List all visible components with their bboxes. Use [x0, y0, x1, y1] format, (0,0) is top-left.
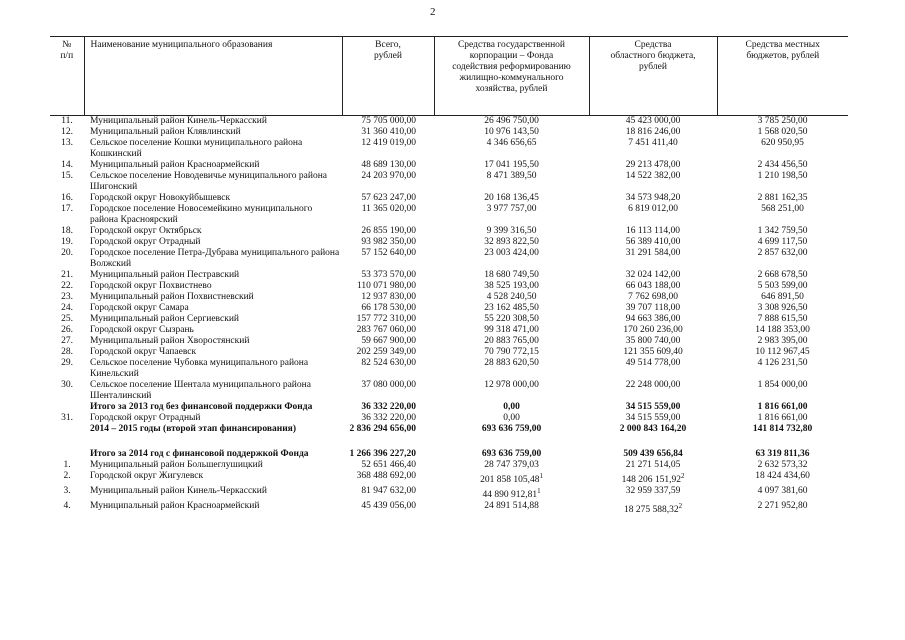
table-row — [50, 138, 848, 160]
regional-amount: 35 800 740,00 — [625, 336, 681, 346]
regional-amount: 22 248 000,00 — [625, 380, 681, 390]
local-amount: 1 816 661,00 — [757, 413, 808, 423]
table-row — [50, 325, 848, 336]
table-row — [50, 226, 848, 237]
row-number: 24. — [61, 303, 73, 313]
table-body — [50, 116, 848, 517]
municipality-name: Городской округ Новокуйбышевск — [90, 193, 231, 203]
fund-amount: 26 496 750,00 — [484, 116, 539, 126]
table-row — [50, 292, 848, 303]
fund-amount: 0,00 — [503, 402, 520, 412]
municipality-name: Городской округ Октябрьск — [90, 226, 202, 236]
local-amount: 620 950,95 — [761, 138, 804, 148]
fund-amount: 10 976 143,50 — [484, 127, 539, 137]
regional-amount: 14 522 382,00 — [625, 171, 681, 181]
footnote-marker: 2 — [678, 502, 683, 511]
municipality-name: Муниципальный район Красноармейский — [90, 160, 260, 170]
municipality-name: Муниципальный район Клявлинский — [90, 127, 241, 137]
fund-amount: 20 168 136,45 — [484, 193, 539, 203]
local-amount: 14 188 353,00 — [755, 325, 810, 335]
local-amount: 2 271 952,80 — [757, 501, 808, 512]
row-number: 1. — [63, 460, 71, 470]
fund-amount: 12 978 000,00 — [484, 380, 539, 390]
local-amount: 4 097 381,60 — [757, 486, 808, 497]
row-number: 4. — [63, 501, 71, 512]
fund-amount: 201 858 105,48$^1$ — [480, 472, 543, 486]
header-regional: Средства областного бюджета, рублей — [589, 37, 717, 116]
row-number: 20. — [61, 248, 73, 258]
municipality-name: Муниципальный район Большеглушицкий — [90, 460, 263, 470]
table-row — [50, 127, 848, 138]
funding-table — [50, 36, 848, 516]
municipality-name: Сельское поселение Кошки муниципального района Кошкинский — [90, 138, 303, 159]
local-amount: 7 888 615,50 — [757, 314, 808, 324]
total-amount: 36 332 220,00 — [361, 413, 416, 423]
table-row — [50, 281, 848, 292]
row-number: 3. — [63, 486, 71, 497]
municipality-name: Муниципальный район Кинель-Черкасский — [90, 116, 267, 126]
fund-amount: 24 891 514,88 — [484, 501, 539, 512]
fund-amount: 44 890 912,81$^1$ — [482, 487, 541, 501]
regional-amount: 34 515 559,00 — [625, 413, 681, 423]
municipality-name: Сельское поселение Чубовка муниципального района Кинельский — [90, 358, 309, 379]
local-amount: 1 568 020,50 — [757, 127, 808, 137]
row-number: 31. — [61, 413, 73, 423]
row-number: 14. — [61, 160, 73, 170]
table-subtotal-row — [50, 402, 848, 413]
local-amount: 4 126 231,50 — [757, 358, 808, 368]
header-total: Всего, рублей — [342, 37, 434, 116]
table-row — [50, 303, 848, 314]
row-number: 13. — [61, 138, 73, 148]
regional-amount: 34 573 948,20 — [625, 193, 681, 203]
header-local: Средства местных бюджетов, рублей — [717, 37, 848, 116]
table-row — [50, 116, 848, 128]
fund-amount: 693 636 759,00 — [481, 424, 542, 434]
table-row — [50, 413, 848, 424]
row-number: 16. — [61, 193, 73, 203]
total-amount: 53 373 570,00 — [361, 270, 416, 280]
total-amount: 52 651 466,40 — [361, 460, 416, 470]
fund-amount: 32 893 822,50 — [484, 237, 539, 247]
total-amount: 26 855 190,00 — [361, 226, 416, 236]
municipality-name: Муниципальный район Хворостянский — [90, 336, 250, 346]
regional-amount: 31 291 584,00 — [625, 248, 681, 258]
row-number: 2. — [63, 471, 71, 481]
fund-amount: 20 883 765,00 — [484, 336, 539, 346]
total-amount: 57 152 640,00 — [361, 248, 416, 258]
row-number — [50, 424, 84, 435]
regional-amount: 56 389 410,00 — [625, 237, 681, 247]
total-amount: 75 705 000,00 — [361, 116, 416, 126]
municipality-name: Муниципальный район Кинель-Черкасский — [90, 486, 267, 497]
municipality-name: Городской округ Чапаевск — [90, 347, 197, 357]
local-amount: 2 881 162,35 — [757, 193, 808, 203]
total-amount: 82 524 630,00 — [361, 358, 416, 368]
row-number: 21. — [61, 270, 73, 280]
table-header — [50, 37, 848, 116]
table-row — [50, 237, 848, 248]
fund-amount: 70 790 772,15 — [484, 347, 539, 357]
fund-amount: 18 680 749,50 — [484, 270, 539, 280]
total-amount: 1 266 396 227,20 — [349, 449, 416, 459]
municipality-name: Городской округ Отрадный — [90, 237, 201, 247]
regional-amount: 170 260 236,00 — [623, 325, 683, 335]
regional-amount: 121 355 609,40 — [623, 347, 683, 357]
table-row — [50, 171, 848, 193]
local-amount: 1 854 000,00 — [757, 380, 808, 390]
local-amount: 3 308 926,50 — [757, 303, 808, 313]
regional-amount: 16 113 114,00 — [626, 226, 680, 236]
fund-amount: 28 747 379,03 — [484, 460, 539, 470]
municipality-name: Сельское поселение Шентала муниципального района Шенталинский — [90, 380, 311, 401]
fund-amount: 8 471 389,50 — [486, 171, 537, 181]
fund-amount: 17 041 195,50 — [484, 160, 539, 170]
local-amount: 2 668 678,50 — [757, 270, 808, 280]
local-amount: 2 434 456,50 — [757, 160, 808, 170]
row-number: 11. — [61, 116, 73, 126]
fund-amount: 23 162 485,50 — [484, 303, 539, 313]
row-number: 23. — [61, 292, 73, 302]
local-amount: 141 814 732,80 — [752, 424, 813, 434]
regional-amount: 66 043 188,00 — [625, 281, 681, 291]
row-number: 17. — [61, 204, 73, 214]
total-amount: 24 203 970,00 — [361, 171, 416, 181]
row-number: 30. — [61, 380, 73, 390]
row-number: 12. — [61, 127, 73, 137]
total-amount: 283 767 060,00 — [356, 325, 416, 335]
total-amount: 45 439 056,00 — [361, 501, 416, 512]
table-row — [50, 358, 848, 380]
table-row — [50, 336, 848, 347]
local-amount: 63 319 811,36 — [755, 449, 810, 459]
local-amount: 1 210 198,50 — [757, 171, 808, 181]
regional-amount: 18 816 246,00 — [625, 127, 681, 137]
local-amount: 1 816 661,00 — [757, 402, 808, 412]
fund-amount: 55 220 308,50 — [484, 314, 539, 324]
total-amount: 93 982 350,00 — [361, 237, 416, 247]
local-amount: 4 699 117,50 — [757, 237, 808, 247]
row-number — [50, 435, 84, 460]
row-number: 18. — [61, 226, 73, 236]
table-row — [50, 501, 848, 516]
regional-amount: 29 213 478,00 — [625, 160, 681, 170]
regional-amount: 49 514 778,00 — [625, 358, 681, 368]
footnote-marker: 2 — [680, 472, 685, 480]
municipality-name: Городской округ Похвистнево — [90, 281, 212, 291]
regional-amount: 34 515 559,00 — [625, 402, 681, 412]
regional-amount: 32 024 142,00 — [625, 270, 681, 280]
total-amount: 48 689 130,00 — [361, 160, 416, 170]
total-amount: 12 419 019,00 — [361, 138, 416, 148]
fund-amount: 693 636 759,00 — [481, 449, 542, 459]
table-row — [50, 347, 848, 358]
municipality-name: Городской округ Жигулевск — [90, 471, 204, 481]
municipality-name: Итого за 2013 год без финансовой поддержки Фонда — [90, 402, 313, 412]
local-amount: 1 342 759,50 — [757, 226, 808, 236]
total-amount: 2 836 294 656,00 — [349, 424, 416, 434]
header-name: Наименование муниципального образования — [84, 37, 342, 116]
municipality-name: Сельское поселение Новодевичье муниципального района Шигонский — [90, 171, 327, 192]
header-fund: Средства государственной корпорации – Фонда содействия реформированию жилищно-коммунального хозяйства, рублей — [434, 37, 589, 116]
regional-amount: 32 959 337,59 — [625, 486, 681, 497]
total-amount: 59 667 900,00 — [361, 336, 416, 346]
regional-amount: 94 663 386,00 — [625, 314, 681, 324]
fund-amount: 3 977 757,00 — [486, 204, 537, 214]
table-row — [50, 380, 848, 402]
table-row — [50, 314, 848, 325]
table-row — [50, 270, 848, 281]
total-amount: 36 332 220,00 — [361, 402, 416, 412]
fund-amount: 23 003 424,00 — [484, 248, 539, 258]
local-amount: 568 251,00 — [761, 204, 804, 214]
regional-amount: 509 439 656,84 — [623, 449, 683, 459]
row-number: 27. — [61, 336, 73, 346]
municipality-name: Муниципальный район Пестравский — [90, 270, 240, 280]
table-subtotal-row — [50, 435, 848, 460]
municipality-name: Итого за 2014 год с финансовой поддержкой Фонда — [90, 449, 309, 459]
local-amount: 2 857 632,00 — [757, 248, 808, 258]
row-number: 25. — [61, 314, 73, 324]
local-amount: 10 112 967,45 — [755, 347, 810, 357]
row-number: 19. — [61, 237, 73, 247]
regional-amount: 2 000 843 164,20 — [619, 424, 687, 434]
row-number: 26. — [61, 325, 73, 335]
total-amount: 157 772 310,00 — [356, 314, 416, 324]
local-amount: 2 632 573,32 — [757, 460, 808, 470]
row-number: 28. — [61, 347, 73, 357]
total-amount: 66 178 530,00 — [361, 303, 416, 313]
municipality-name: Городской округ Самара — [90, 303, 189, 313]
table-subtotal-row — [50, 424, 848, 435]
fund-amount: 4 528 240,50 — [486, 292, 537, 302]
table-row — [50, 460, 848, 471]
regional-amount: 18 275 588,32$^2$ — [623, 502, 683, 516]
total-amount: 37 080 000,00 — [361, 380, 416, 390]
municipality-name: Муниципальный район Похвистневский — [90, 292, 254, 302]
total-amount: 368 488 692,00 — [356, 471, 416, 481]
regional-amount: 45 423 000,00 — [625, 116, 681, 126]
regional-amount: 21 271 514,05 — [625, 460, 681, 470]
table-row — [50, 486, 848, 501]
table-row — [50, 193, 848, 204]
municipality-name: 2014 – 2015 годы (второй этап финансирования) — [90, 424, 296, 434]
local-amount: 18 424 434,60 — [755, 471, 810, 481]
total-amount: 202 259 349,00 — [356, 347, 416, 357]
total-amount: 11 365 020,00 — [361, 204, 416, 214]
local-amount: 3 785 250,00 — [757, 116, 808, 126]
table-row — [50, 204, 848, 226]
local-amount: 5 503 599,00 — [757, 281, 808, 291]
footnote-marker: 1 — [537, 487, 541, 496]
municipality-name: Муниципальный район Сергиевский — [90, 314, 239, 324]
fund-amount: 28 883 620,50 — [484, 358, 539, 368]
row-number — [50, 402, 84, 413]
regional-amount: 7 762 698,00 — [628, 292, 678, 302]
table-row — [50, 248, 848, 270]
local-amount: 2 983 395,00 — [757, 336, 808, 346]
fund-amount: 0,00 — [503, 413, 520, 423]
local-amount: 646 891,50 — [761, 292, 804, 302]
row-number: 15. — [61, 171, 73, 181]
fund-amount: 99 318 471,00 — [484, 325, 539, 335]
header-number: № п/п — [50, 37, 84, 116]
regional-amount: 7 451 411,40 — [628, 138, 678, 148]
fund-amount: 38 525 193,00 — [484, 281, 539, 291]
footnote-marker: 1 — [539, 472, 543, 480]
row-number: 22. — [61, 281, 73, 291]
total-amount: 31 360 410,00 — [361, 127, 416, 137]
total-amount: 12 937 830,00 — [361, 292, 416, 302]
page-number: 2 — [430, 6, 436, 18]
regional-amount: 148 206 151,92$^2$ — [621, 472, 685, 486]
row-number: 29. — [61, 358, 73, 368]
table-row — [50, 471, 848, 486]
municipality-name: Городское поселение Петра-Дубрава муниципального района Волжский — [90, 248, 340, 269]
regional-amount: 6 819 012,00 — [628, 204, 678, 214]
total-amount: 57 623 247,00 — [361, 193, 416, 203]
total-amount: 110 071 980,00 — [356, 281, 416, 291]
total-amount: 81 947 632,00 — [361, 486, 416, 497]
municipality-name: Муниципальный район Красноармейский — [90, 501, 260, 512]
table-row — [50, 160, 848, 171]
municipality-name: Городской округ Сызрань — [90, 325, 194, 335]
municipality-name: Городское поселение Новосемейкино муниципального района Красноярский — [90, 204, 313, 225]
regional-amount: 39 707 118,00 — [625, 303, 681, 313]
fund-amount: 4 346 656,65 — [486, 138, 537, 148]
municipality-name: Городской округ Отрадный — [90, 413, 201, 423]
fund-amount: 9 399 316,50 — [486, 226, 537, 236]
